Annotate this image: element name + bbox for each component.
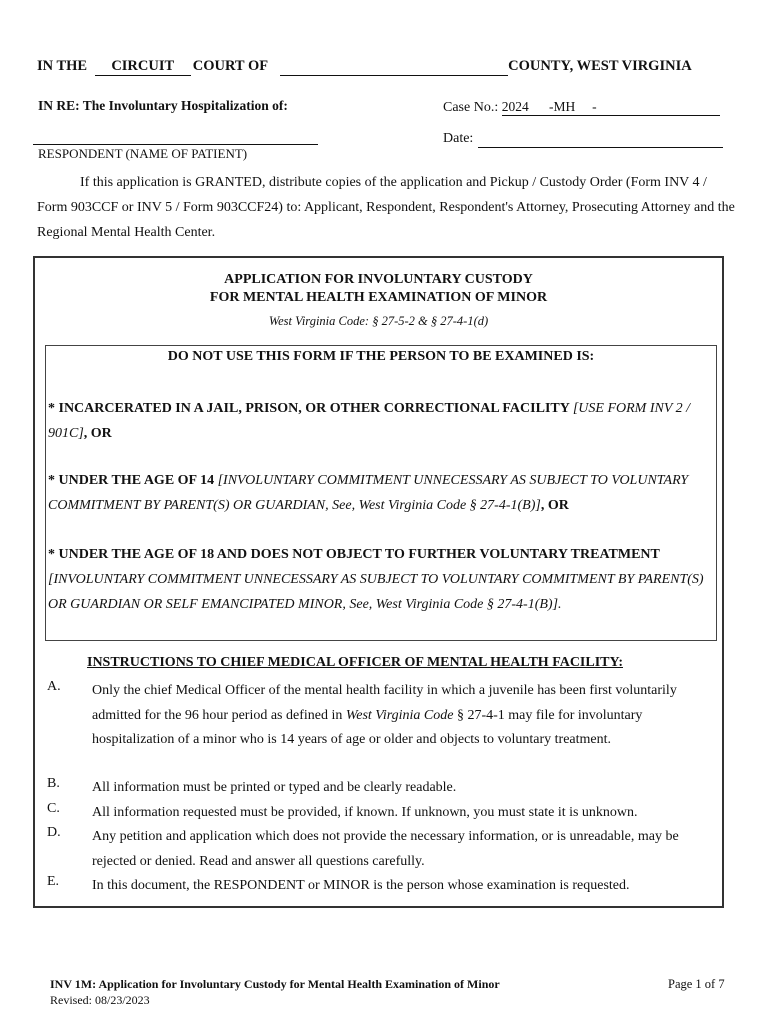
warning-lead: * UNDER THE AGE OF 14 (48, 473, 218, 488)
warning-tail: , OR (540, 498, 569, 513)
case-number-field[interactable]: 2024 -MH - (502, 99, 720, 116)
instruction-text-citation: West Virginia Code (345, 707, 454, 723)
instruction-text: In this document, the RESPONDENT or MINOR is the person whose examination is requested. (92, 878, 630, 893)
warning-detail: [INVOLUNTARY COMMITMENT UNNECESSARY AS SUBJECT TO VOLUNTARY COMMITMENT BY PARENT(S) OR GUARDIAN OR SELF EMANCIPATED MINOR, See, West Virginia Code § 27-4-1(B)] (48, 572, 704, 612)
application-box (33, 256, 724, 908)
instruction-letter: C. (47, 801, 60, 816)
instruction-text-post: § 27-4-1 may file for involuntary hospitalization of a minor who is 14 years of age or older and objects to voluntary treatment. (92, 707, 643, 747)
warning-title: DO NOT USE THIS FORM IF THE PERSON TO BE EXAMINED IS: (167, 349, 595, 364)
instruction-letter: E. (47, 874, 60, 889)
statute-citation: West Virginia Code: § 27-5-2 & § 27-4-1(d) (268, 314, 489, 328)
instruction-text (92, 679, 717, 753)
instruction-text: All information must be printed or typed and be clearly readable. (92, 780, 457, 795)
court-heading (37, 58, 692, 76)
warning-box (45, 345, 717, 641)
instructions-title: INSTRUCTIONS TO CHIEF MEDICAL OFFICER OF MENTAL HEALTH FACILITY: (87, 655, 623, 670)
respondent-label: RESPONDENT (NAME OF PATIENT) (38, 146, 248, 161)
footer-form-id: INV 1M (50, 977, 93, 991)
court-of-label: COURT OF (192, 58, 269, 74)
footer-form-name: : Application for Involuntary Custody for Mental Health Examination of Minor (92, 977, 500, 991)
page-number: Page 1 of 7 (668, 977, 725, 991)
instruction-letter: B. (47, 776, 60, 791)
warning-item (48, 468, 712, 518)
warning-tail: . (558, 597, 562, 612)
date-field[interactable] (478, 147, 723, 148)
instruction-letter: D. (47, 825, 61, 840)
in-the-label: IN THE (37, 58, 88, 74)
warning-lead: * UNDER THE AGE OF 18 AND DOES NOT OBJECT TO FURTHER VOLUNTARY TREATMENT (48, 547, 660, 562)
warning-lead: * INCARCERATED IN A JAIL, PRISON, OR OTHER CORRECTIONAL FACILITY (48, 401, 573, 416)
warning-tail: , OR (83, 426, 112, 441)
footer-revised-date: Revised: 08/23/2023 (50, 993, 150, 1007)
distribution-instructions: If this application is GRANTED, distribute copies of the application and Pickup / Custody Order (Form INV 4 / Form 903CCF or INV 5 / Form 903CCF24) to: Applicant, Respondent, Respondent's Attorney, Prosecuting Attorney and the Regional Mental Health Center. (37, 175, 735, 240)
date-label: Date: (443, 131, 474, 146)
instruction-text: Any petition and application which does not provide the necessary information, or is unreadable, may be rejected or denied. Read and answer all questions carefully. (92, 829, 679, 869)
court-type-field[interactable]: CIRCUIT (95, 58, 191, 76)
instruction-text: All information requested must be provided, if known. If unknown, you must state it is unknown. (92, 805, 638, 820)
warning-detail: [INVOLUNTARY COMMITMENT UNNECESSARY AS SUBJECT TO VOLUNTARY COMMITMENT BY PARENT(S) OR GUARDIAN, See, West Virginia Code § 27-4-1(B)] (48, 473, 689, 513)
instruction-text-pre: Only the chief Medical Officer of the mental health facility in which a juvenile has been first voluntarily admitted for the 96 hour period as defined in (92, 683, 677, 723)
case-no-label: Case No.: (443, 100, 499, 115)
county-wv-label: COUNTY, WEST VIRGINIA (508, 58, 692, 74)
instruction-letter: A. (47, 679, 61, 694)
footer-form-title (50, 977, 500, 992)
respondent-name-field[interactable] (33, 144, 318, 145)
case-number-row (443, 99, 720, 116)
form-title-line-2: FOR MENTAL HEALTH EXAMINATION OF MINOR (209, 290, 548, 305)
county-field[interactable] (280, 58, 508, 76)
in-re-label: IN RE: The Involuntary Hospitalization of: (38, 98, 288, 113)
warning-detail: [USE FORM INV 2 / 901C] (48, 401, 691, 441)
form-title-line-1: APPLICATION FOR INVOLUNTARY CUSTODY (224, 272, 533, 287)
warning-item (48, 542, 712, 617)
warning-item (48, 396, 712, 446)
